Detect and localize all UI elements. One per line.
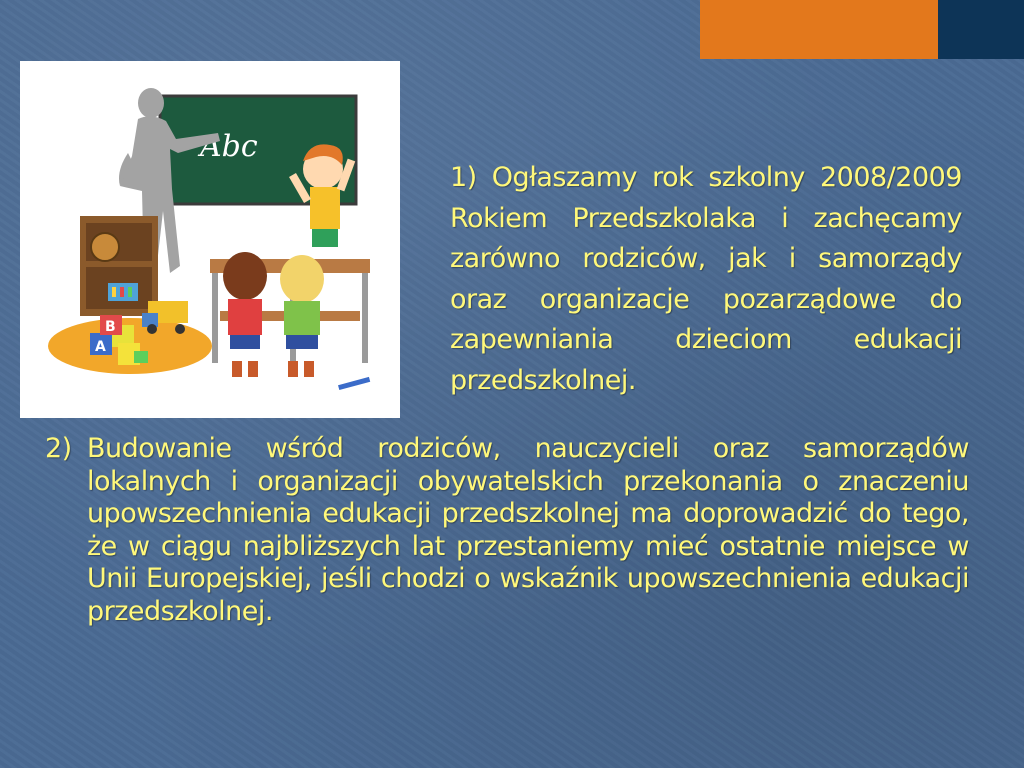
svg-text:B: B — [105, 319, 116, 335]
navy-accent-bar — [938, 0, 1024, 59]
pencil — [338, 377, 370, 390]
point-2-text: Budowanie wśród rodziców, nauczycieli oraz samorządów lokalnych i organizacji obywatelskich przekonania o znaczeniu upowszechnienia edukacji przedszkolnej ma doprowadzić do tego, że w ciągu najbliższych lat przestaniemy mieć ostatnie miejsce w Unii Europejskiej, jeśli chodzi o wskaźnik upowszechnienia edukacji przedszkolnej. — [87, 433, 969, 627]
point-1-text: 1) Ogłaszamy rok szkolny 2008/2009 Rokiem Przedszkolaka i zachęcamy zarówno rodziców, jak i samorządy oraz organizacje pozarządowe do zapewniania dzieciom edukacji przedszkolnej. — [450, 162, 962, 396]
point-2 — [45, 433, 969, 628]
child-girl — [223, 252, 267, 377]
point-2-number: 2) — [45, 433, 72, 464]
orange-accent-bar — [700, 0, 938, 59]
classroom-illustration — [20, 61, 400, 418]
child-blond — [280, 255, 324, 377]
toy-shelf — [80, 216, 158, 316]
chalkboard-text: Abc — [200, 129, 258, 164]
svg-text:A: A — [95, 339, 106, 355]
